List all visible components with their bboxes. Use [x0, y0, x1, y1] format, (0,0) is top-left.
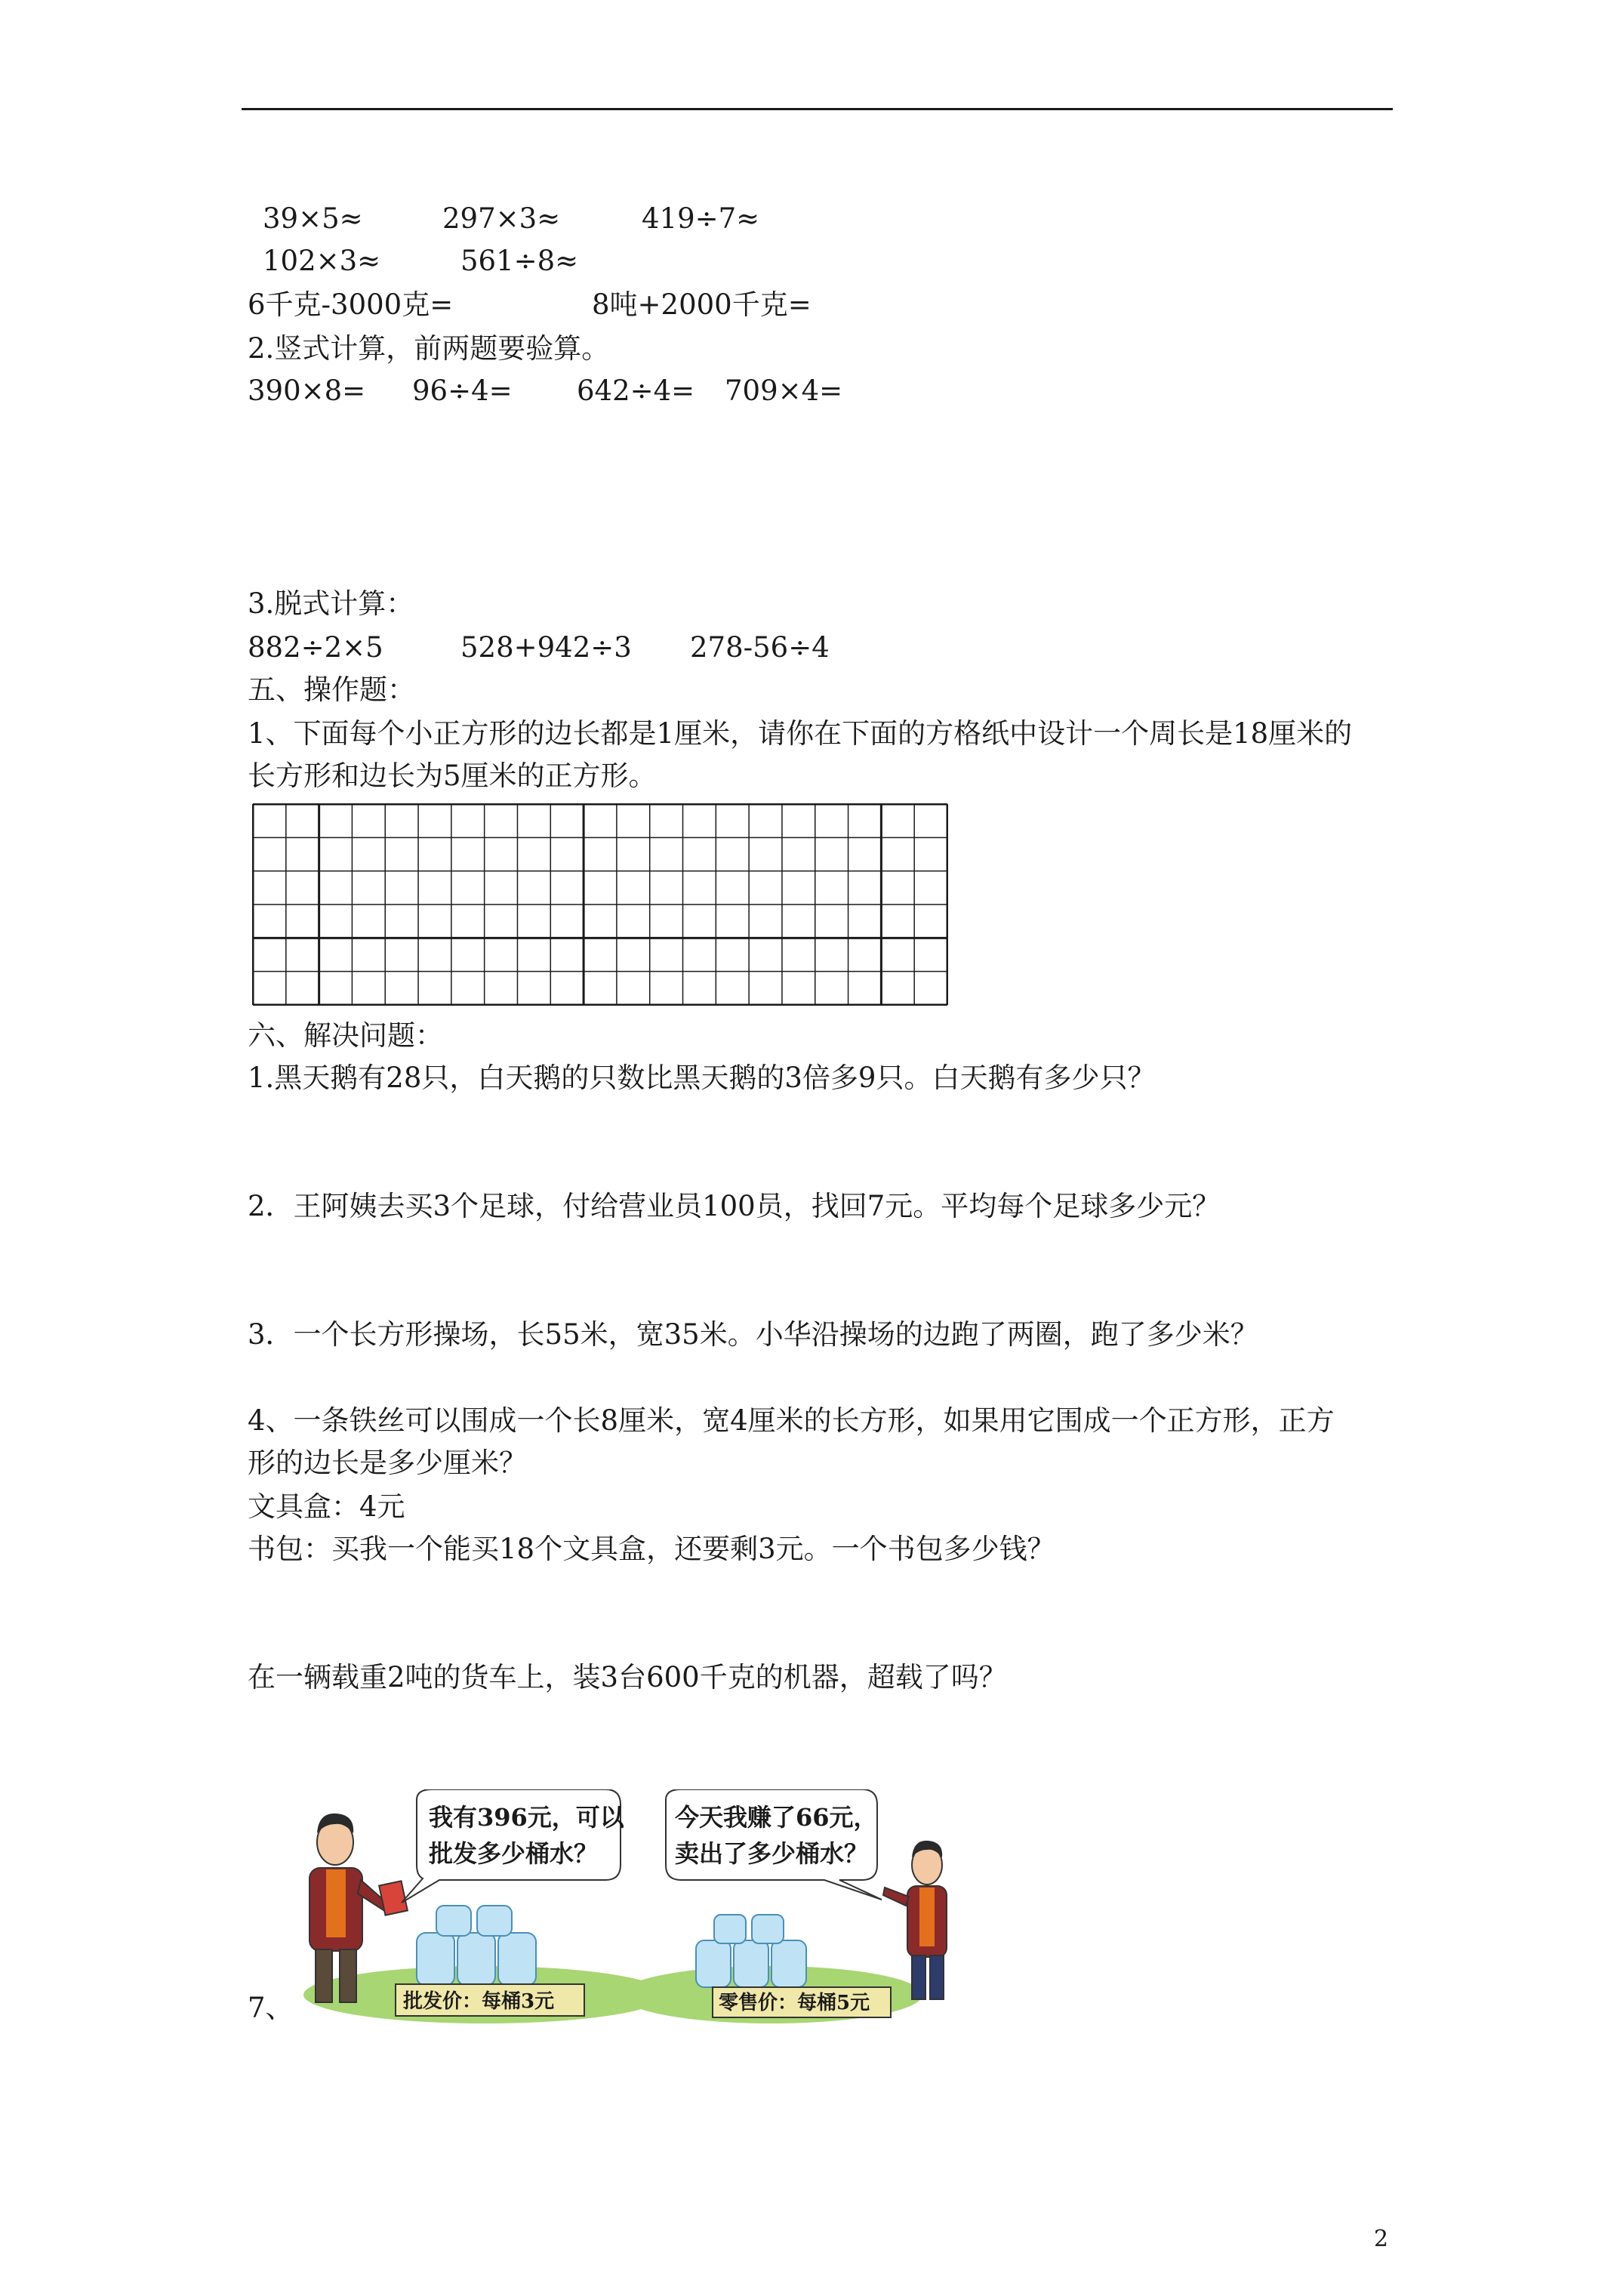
problem-6: 在一辆载重2吨的货车上，装3台600千克的机器，超载了吗？ — [248, 1661, 1007, 1693]
estimate-item: 297×3≈ — [442, 202, 561, 235]
q3-title: 3.脱式计算： — [248, 587, 414, 620]
header-rule — [242, 108, 1393, 110]
problem-5-line1: 文具盒：4元 — [248, 1490, 405, 1523]
bubble-text: 批发多少桶水？ — [429, 1839, 599, 1868]
page-number: 2 — [1374, 2226, 1389, 2252]
unit-item: 8吨+2000千克= — [592, 288, 812, 321]
q2-item: 96÷4= — [412, 374, 513, 407]
estimate-item: 561÷8≈ — [460, 245, 579, 277]
bubble-text: 今天我赚了66元， — [675, 1803, 878, 1832]
price-tag-right — [713, 1987, 891, 2017]
section-6-title: 六、解决问题： — [248, 1019, 443, 1052]
section-5-title: 五、操作题： — [248, 673, 415, 706]
q3-item: 528+942÷3 — [460, 631, 632, 664]
q2-title: 2.竖式计算，前两题要验算。 — [248, 332, 610, 365]
q3-item: 278-56÷4 — [690, 631, 830, 664]
price-tag-left — [396, 1984, 584, 2016]
problem-5-line2: 书包：买我一个能买18个文具盒，还要剩3元。一个书包多少钱？ — [248, 1533, 1055, 1565]
seller-figure-right — [883, 1841, 947, 1999]
water-buckets-left — [417, 1906, 536, 1986]
problem-3: 3．一个长方形操场，长55米，宽35米。小华沿操场的边跑了两圈，跑了多少米？ — [248, 1318, 1258, 1351]
section-5-q1-line2: 长方形和边长为5厘米的正方形。 — [248, 760, 657, 792]
problem-4-line1: 4、一条铁丝可以围成一个长8厘米，宽4厘米的长方形，如果用它围成一个正方形，正方 — [248, 1404, 1335, 1437]
water-buckets-right — [696, 1915, 806, 1987]
problem-4-line2: 形的边长是多少厘米？ — [248, 1447, 527, 1479]
tag-text: 批发价：每桶3元 — [403, 1990, 555, 2013]
square-grid-paper — [252, 803, 948, 1006]
water-bucket-illustration — [288, 1789, 983, 2023]
tag-text: 零售价：每桶5元 — [719, 1992, 870, 2014]
problem-7-label: 7、 — [248, 1992, 294, 2024]
estimate-item: 102×3≈ — [263, 245, 381, 277]
section-5-q1-line1: 1、下面每个小正方形的边长都是1厘米，请你在下面的方格纸中设计一个周长是18厘米的 — [248, 717, 1353, 750]
speech-bubble-right — [666, 1789, 882, 1900]
speech-bubble-left — [402, 1789, 626, 1903]
estimate-item: 419÷7≈ — [642, 202, 760, 235]
problem-2: 2．王阿姨去买3个足球，付给营业员100员，找回7元。平均每个足球多少元？ — [248, 1190, 1221, 1222]
q3-item: 882÷2×5 — [248, 631, 383, 664]
q2-item: 642÷4= — [577, 374, 695, 407]
q2-item: 390×8= — [248, 374, 366, 407]
bubble-text: 卖出了多少桶水？ — [675, 1839, 869, 1868]
unit-item: 6千克-3000克= — [248, 288, 454, 321]
problem-1: 1.黑天鹅有28只，白天鹅的只数比黑天鹅的3倍多9只。白天鹅有多少只？ — [248, 1062, 1156, 1094]
q2-item: 709×4= — [725, 374, 843, 407]
estimate-item: 39×5≈ — [263, 202, 363, 235]
bubble-text: 我有396元，可以 — [429, 1803, 624, 1832]
